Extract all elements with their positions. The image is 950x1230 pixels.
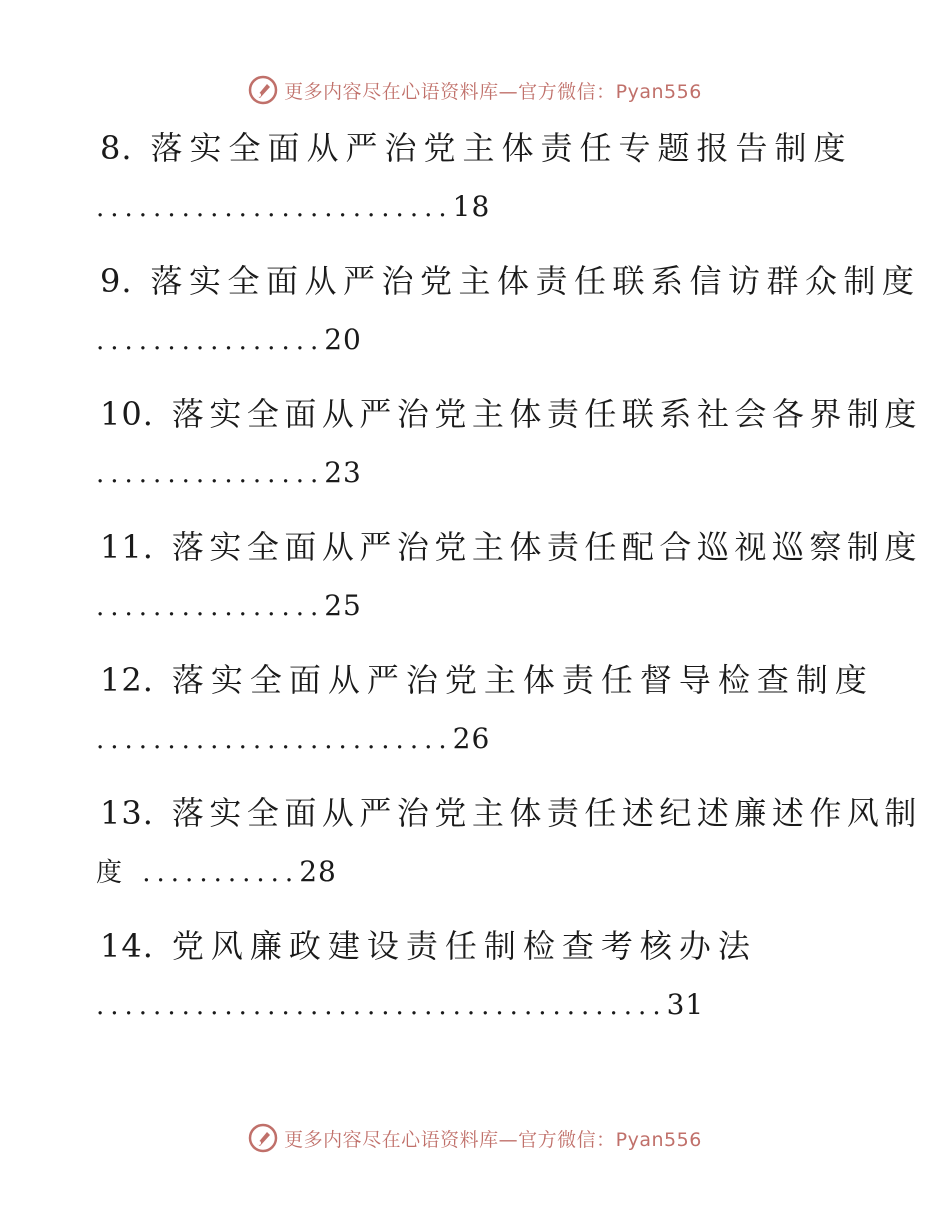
toc-entry-number: 8. (100, 129, 133, 167)
toc-entry-number: 14. (100, 927, 154, 965)
toc-entry-title (100, 793, 922, 833)
toc-entry-text: 落实全面从严治党主体责任配合巡视巡察制度 (171, 528, 922, 566)
toc-entry-text: 落实全面从严治党主体责任联系社会各界制度 (171, 395, 922, 433)
watermark-text: 更多内容尽在心语资料库—官方微信：Pyan556 (284, 1128, 702, 1151)
toc-entry-leader-line (96, 323, 362, 358)
toc-entry-leader-line (96, 855, 337, 890)
watermark-text: 更多内容尽在心语资料库—官方微信：Pyan556 (284, 80, 702, 103)
toc-entry-number: 9. (100, 262, 133, 300)
toc-page-number: 31 (666, 988, 705, 1021)
pen-nib-logo-icon (248, 1123, 278, 1153)
toc-entry-title (100, 128, 853, 168)
toc-entry-leader-line (96, 589, 362, 624)
pen-nib-logo-icon (248, 75, 278, 105)
toc-leader-dots: ................ (96, 592, 325, 622)
toc-page-number: 18 (452, 190, 491, 223)
toc-entry-title (100, 660, 874, 700)
toc-entry-text: 落实全面从严治党主体责任督导检查制度 (171, 661, 874, 699)
toc-entry-text: 落实全面从严治党主体责任述纪述廉述作风制 (171, 794, 922, 832)
toc-leader-dots: ................ (96, 326, 325, 356)
toc-leader-dots: 度 ........... (96, 858, 300, 888)
toc-page-number: 26 (452, 722, 491, 755)
toc-entry-text: 党风廉政建设责任制检查考核办法 (171, 927, 757, 965)
toc-entry-text: 落实全面从严治党主体责任联系信访群众制度 (150, 262, 921, 300)
watermark-footer (0, 1118, 950, 1158)
toc-entry-leader-line (96, 456, 362, 491)
toc-leader-dots: ................ (96, 459, 325, 489)
toc-page-number: 25 (324, 589, 362, 622)
toc-entry-number: 12. (100, 661, 154, 699)
toc-page-number: 20 (324, 323, 362, 356)
toc-entry-leader-line (96, 190, 490, 225)
toc-entry-title (100, 527, 922, 567)
toc-entry-leader-line (96, 722, 490, 757)
toc-entry-number: 13. (100, 794, 154, 832)
toc-page-number: 28 (299, 855, 337, 888)
toc-leader-dots: ......................... (96, 193, 453, 223)
toc-page-number: 23 (324, 456, 362, 489)
toc-entry-title (100, 926, 757, 966)
toc-leader-dots: ........................................ (96, 991, 667, 1021)
toc-entry-number: 11. (100, 528, 154, 566)
watermark-header (0, 70, 950, 110)
toc-entry-leader-line (96, 988, 704, 1023)
toc-entry-title (100, 394, 922, 434)
toc-entry-title (100, 261, 921, 301)
toc-leader-dots: ......................... (96, 725, 453, 755)
toc-entry-number: 10. (100, 395, 154, 433)
toc-entry-text: 落实全面从严治党主体责任专题报告制度 (150, 129, 853, 167)
